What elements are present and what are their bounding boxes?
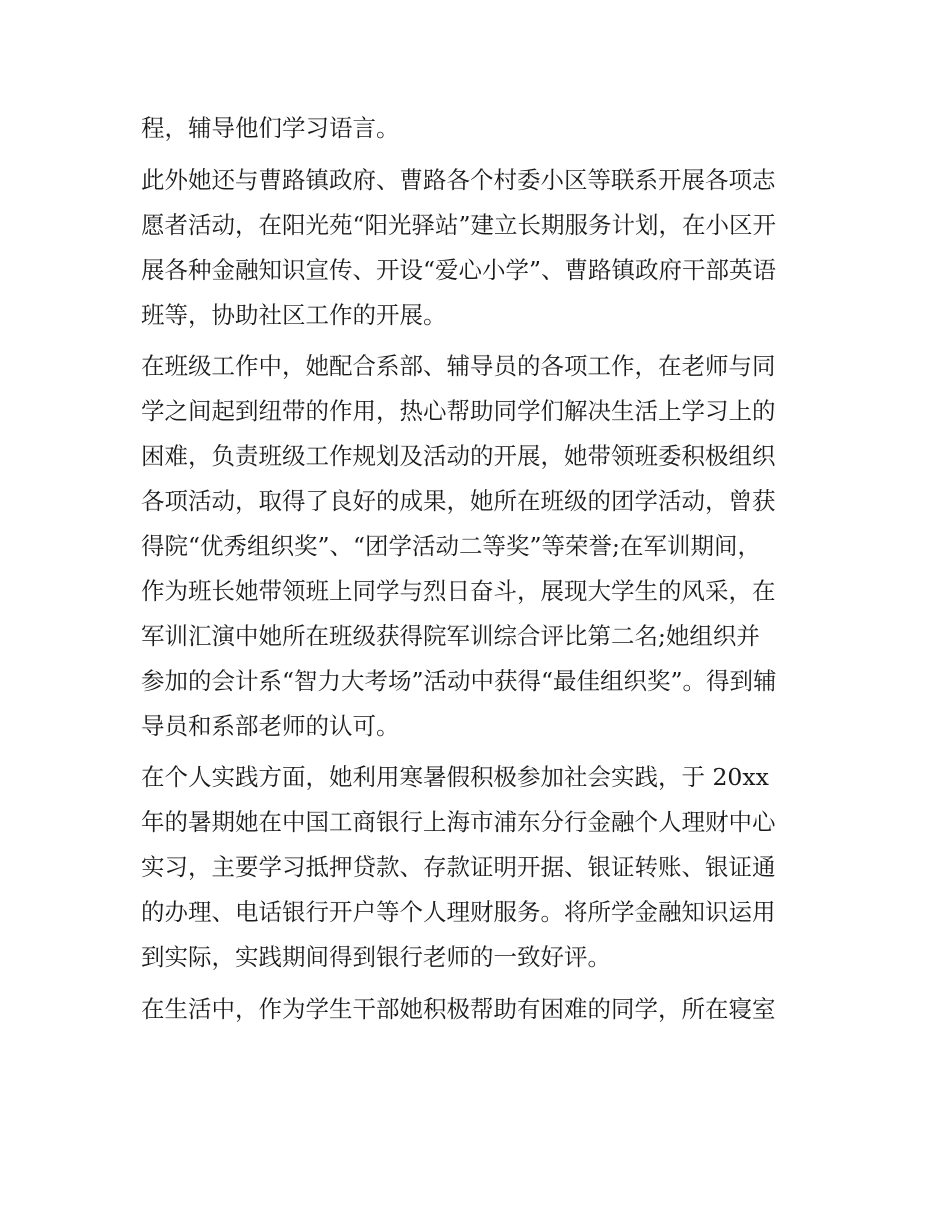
text-line: 各项活动，取得了良好的成果，她所在班级的团学活动，曾获 [141,487,776,516]
text-line: 作为班长她带领班上同学与烈日奋斗，展现大学生的风采，在 [141,576,776,605]
text-line: 军训汇演中她所在班级获得院军训综合评比第二名;她组织并 [141,621,760,650]
text-line: 在个人实践方面，她利用寒暑假积极参加社会实践，于 20xx [141,763,769,792]
text-line: 参加的会计系“智力大考场”活动中获得“最佳组织奖”。得到辅 [141,666,777,695]
text-line: 愿者活动，在阳光苑“阳光驿站”建立长期服务计划，在小区开 [141,210,777,239]
text-line: 在班级工作中，她配合系部、辅导员的各项工作，在老师与同 [141,352,776,381]
text-line: 学之间起到纽带的作用，热心帮助同学们解决生活上学习上的 [141,397,776,426]
text-line: 此外她还与曹路镇政府、曹路各个村委小区等联系开展各项志 [141,165,776,194]
text-line: 程，辅导他们学习语言。 [141,114,400,142]
text-line: 的办理、电话银行开户等个人理财服务。将所学金融知识运用 [141,898,776,927]
text-line: 到实际，实践期间得到银行老师的一致好评。 [141,943,611,972]
document-body [141,106,821,1032]
text-line: 导员和系部老师的认可。 [141,711,400,740]
text-line: 得院“优秀组织奖”、“团学活动二等奖”等荣誉;在军训期间， [141,532,761,561]
text-line: 展各种金融知识宣传、开设“爱心小学”、曹路镇政府干部英语 [141,255,777,284]
text-line: 年的暑期她在中国工商银行上海市浦东分行金融个人理财中心 [141,808,776,837]
text-line: 班等，协助社区工作的开展。 [141,300,447,329]
text-line: 在生活中，作为学生干部她积极帮助有困难的同学，所在寝室 [141,994,776,1023]
text-line: 困难，负责班级工作规划及活动的开展，她带领班委积极组织 [141,442,776,471]
text-line: 实习，主要学习抵押贷款、存款证明开据、银证转账、银证通 [141,853,776,882]
